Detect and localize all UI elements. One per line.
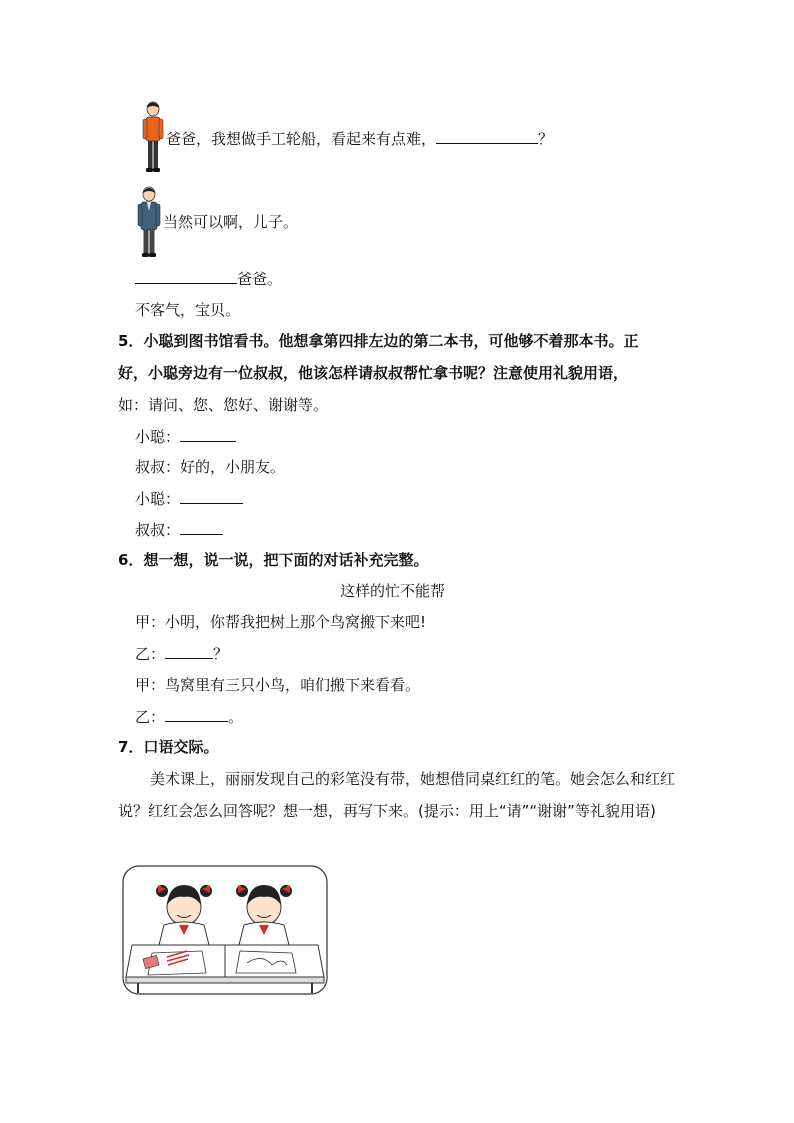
- q5-hint: 如：请问、您、您好、谢谢等。: [118, 396, 329, 414]
- reply-line: 不客气，宝贝。: [135, 301, 241, 319]
- answer-blank[interactable]: [165, 706, 228, 722]
- thanks-line: 爸爸。: [135, 268, 282, 289]
- father-figure: [135, 185, 163, 259]
- classroom-illustration: [122, 865, 328, 995]
- boy-figure: [140, 100, 166, 174]
- q5-prompt-line1: 5．小聪到图书馆看书。他想拿第四排左边的第二本书，可他够不着那本书。正: [118, 332, 639, 350]
- q5-prompt-line2: 好，小聪旁边有一位叔叔，他该怎样请叔叔帮忙拿书呢？注意使用礼貌用语，: [118, 364, 629, 382]
- q6-title: 这样的忙不能帮: [340, 582, 446, 600]
- q7-prompt: 7．口语交际。: [118, 738, 219, 756]
- q6-line-3: 甲：鸟窝里有三只小鸟，咱们搬下来看看。: [135, 676, 421, 694]
- q5-line-3: 小聪：: [135, 488, 243, 509]
- q5-line-1: 小聪：: [135, 426, 236, 447]
- q7-body: 美术课上，丽丽发现自己的彩笔没有带，她想借同桌红红的笔。她会怎么和红红说？红红会怎么回答呢？想一想，再写下来。(提示：用上“请”“谢谢”等礼貌用语): [118, 770, 676, 820]
- answer-blank[interactable]: [165, 643, 213, 659]
- answer-blank[interactable]: [180, 519, 223, 535]
- q5-line-2: 叔叔：好的，小朋友。: [135, 458, 286, 476]
- q6-prompt: 6．想一想，说一说，把下面的对话补充完整。: [118, 551, 429, 569]
- answer-blank[interactable]: [180, 426, 236, 442]
- q6-line-4: 乙： 。: [135, 708, 244, 726]
- answer-blank[interactable]: [135, 268, 237, 284]
- q6-line-2: 乙： ？: [135, 645, 229, 663]
- son-line: 爸爸，我想做手工轮船，看起来有点难， ？: [166, 130, 554, 148]
- father-line: 当然可以啊，儿子。: [163, 213, 299, 231]
- answer-blank[interactable]: [436, 128, 538, 144]
- q6-line-1: 甲：小明，你帮我把树上那个鸟窝搬下来吧!: [135, 613, 427, 631]
- q5-line-4: 叔叔：: [135, 519, 223, 540]
- answer-blank[interactable]: [180, 488, 243, 504]
